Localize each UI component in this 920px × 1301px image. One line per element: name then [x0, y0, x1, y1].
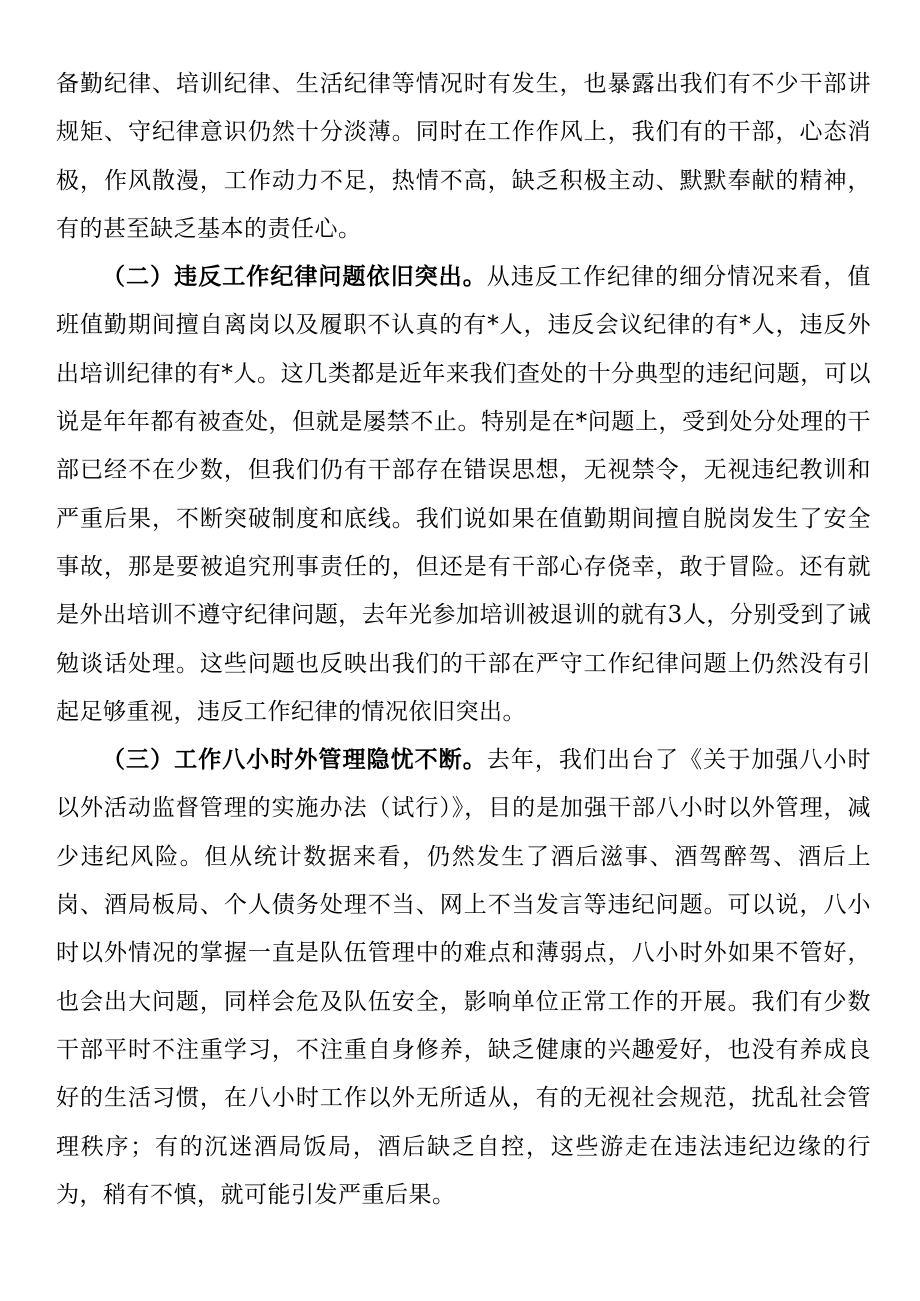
paragraph-off-hours-management [56, 736, 871, 1219]
paragraph-body: 去年，我们出台了《关于加强八小时以外活动监督管理的实施办法（试行）》，目的是加强干部八小时以外管理，减少违纪风险。但从统计数据来看，仍然发生了酒后滋事、酒驾醉驾、酒后上岗、酒局板局、个人债务处理不当、网上不当发言等违纪问题。可以说，八小时以外情况的掌握一直是队伍管理中的难点和薄弱点，八小时外如果不管好，也会出大问题，同样会危及队伍安全，影响单位正常工作的开展。我们有少数干部平时不注重学习，不注重自身修养，缺乏健康的兴趣爱好，也没有养成良好的生活习惯，在八小时工作以外无所适从，有的无视社会规范，扰乱社会管理秩序；有的沉迷酒局饭局，酒后缺乏自控，这些游走在违法违纪边缘的行为，稍有不慎，就可能引发严重后果。 [56, 747, 872, 1208]
paragraph-work-discipline [56, 253, 871, 736]
paragraph-body: 从违反工作纪律的细分情况来看，值班值勤期间擅自离岗以及履职不认真的有*人，违反会议纪律的有*人，违反外出培训纪律的有*人。这几类都是近年来我们查处的十分典型的违纪问题，可以说是年年都有被查处，但就是屡禁不止。特别是在*问题上，受到处分处理的干部已经不在少数，但我们仍有干部存在错误思想，无视禁令，无视违纪教训和严重后果，不断突破制度和底线。我们说如果在值勤期间擅自脱岗发生了安全事故，那是要被追究刑事责任的，但还是有干部心存侥幸，敢于冒险。还有就是外出培训不遵守纪律问题，去年光参加培训被退训的就有3人，分别受到了诫勉谈话处理。这些问题也反映出我们的干部在严守工作纪律问题上仍然没有引起足够重视，违反工作纪律的情况依旧突出。 [56, 264, 872, 725]
document-body [56, 60, 871, 1219]
paragraph-body: 备勤纪律、培训纪律、生活纪律等情况时有发生，也暴露出我们有不少干部讲规矩、守纪律意识仍然十分淡薄。同时在工作作风上，我们有的干部，心态消极，作风散漫，工作动力不足，热情不高，缺乏积极主动、默默奉献的精神，有的甚至缺乏基本的责任心。 [56, 71, 871, 242]
section-heading: （二）违反工作纪律问题依旧突出。 [102, 264, 487, 291]
paragraph-continuation [56, 60, 871, 253]
section-heading: （三）工作八小时外管理隐忧不断。 [102, 747, 487, 774]
